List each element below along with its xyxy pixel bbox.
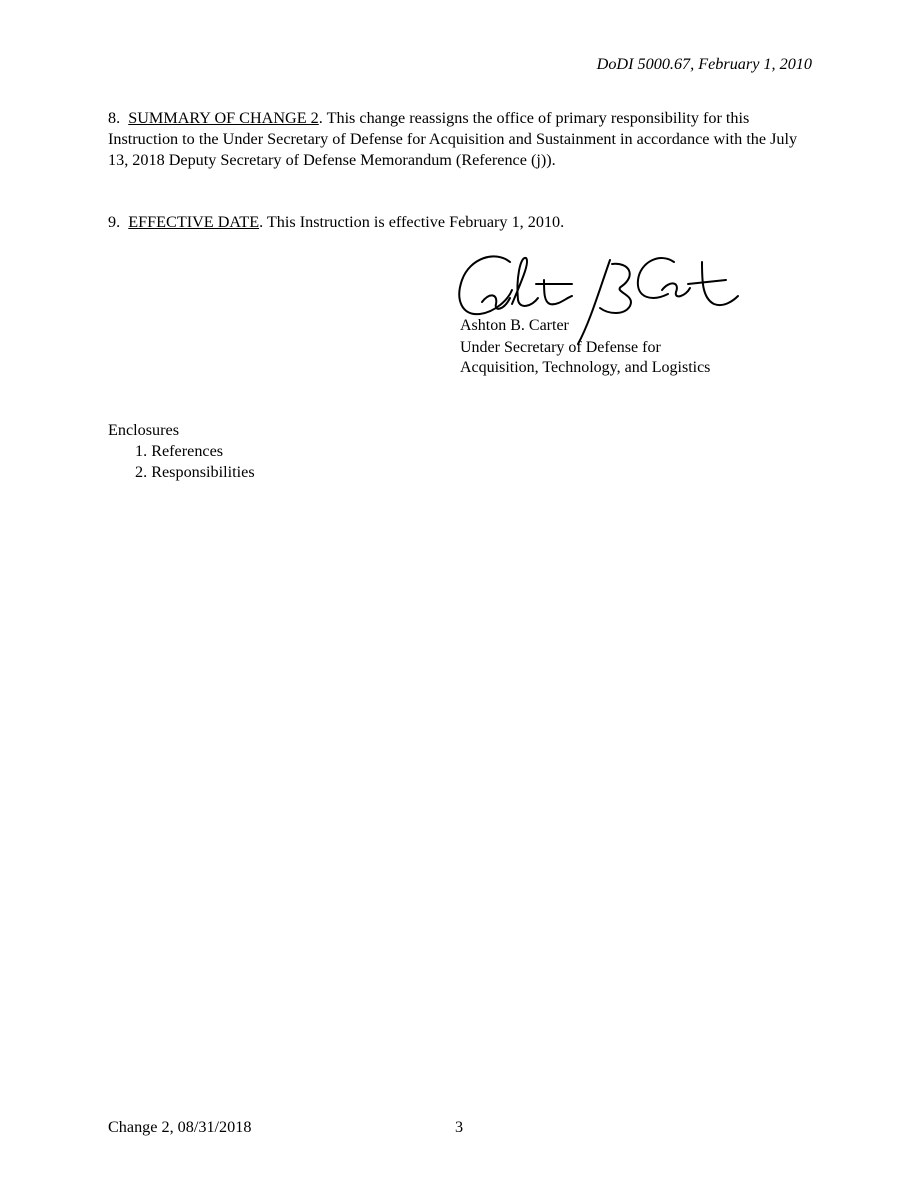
section-9-heading: EFFECTIVE DATE [128,213,260,231]
enclosures-list [108,441,255,483]
section-8-number: 8. [108,109,121,127]
enclosure-item-references: 1. References [135,442,224,460]
signature-block [440,240,770,390]
enclosure-item-responsibilities: 2. Responsibilities [135,463,255,481]
enclosures-heading: Enclosures [108,421,180,439]
section-8-summary-of-change [108,108,820,171]
footer-change-label: Change 2, 08/31/2018 [108,1118,252,1136]
section-8-heading: SUMMARY OF CHANGE 2 [128,109,319,127]
section-9-text: . This Instruction is effective February 1, 2010. [259,213,565,231]
document-reference-header: DoDI 5000.67, February 1, 2010 [596,55,812,73]
signatory-title-line-2: Acquisition, Technology, and Logistics [460,359,711,376]
section-9-number: 9. [108,213,121,231]
section-9-effective-date [108,212,820,233]
enclosures-section [108,420,255,483]
footer-page-number: 3 [455,1118,464,1136]
signatory-name: Ashton B. Carter [460,317,569,334]
section-8-text: . This change reassigns the office of primary responsibility for this Instruction to the Under Secretary of Defense for Acquisition and Sustainment in accordance with the July 13, 2018 Deputy Secretary of Defense Memorandum (Reference (j)). [108,109,798,169]
signatory-title-line-1: Under Secretary of Defense for [460,339,661,356]
